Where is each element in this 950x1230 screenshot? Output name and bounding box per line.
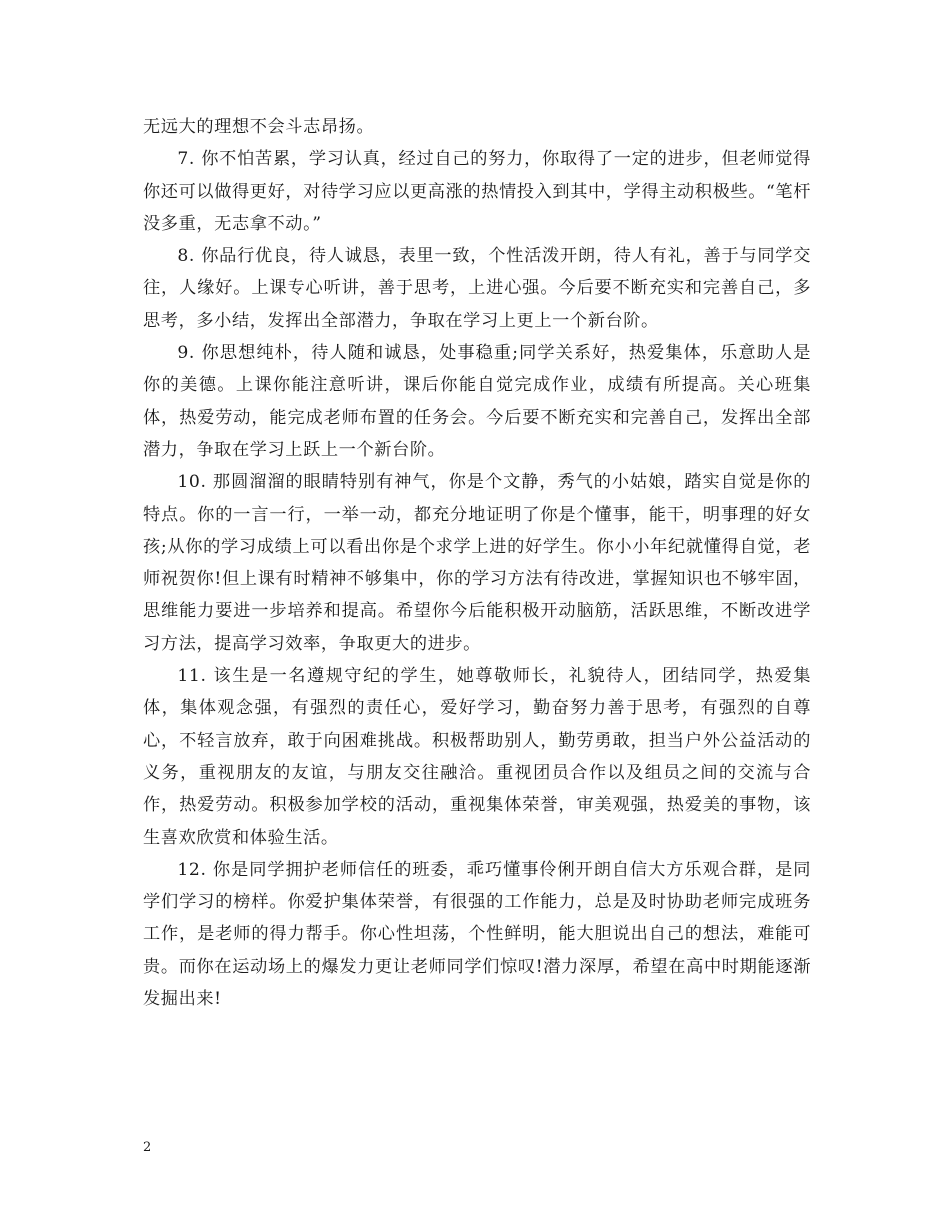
page-number: 2 [143, 1140, 152, 1155]
paragraph-continuation: 无远大的理想不会斗志昂扬。 [143, 117, 375, 137]
paragraph-item-10: 10. 那圆溜溜的眼睛特别有神气，你是个文静，秀气的小姑娘，踏实自觉是你的特点。你的一言一行，一举一动，都充分地证明了你是个懂事，能干，明事理的好女孩;从你的学习成绩上可以看出你是个求学上进的好学生。你小小年纪就懂得自觉，老师祝贺你!但上课有时精神不够集中，你的学习方法有待改进，掌握知识也不够牢固，思维能力要进一步培养和提高。希望你今后能积极开动脑筋，活跃思维，不断改进学习方法，提高学习效率，争取更大的进步。 [143, 472, 811, 654]
page-content [143, 111, 811, 1015]
paragraph-item-12: 12. 你是同学拥护老师信任的班委，乖巧懂事伶俐开朗自信大方乐观合群，是同学们学习的榜样。你爱护集体荣誉，有很强的工作能力，总是及时协助老师完成班务工作，是老师的得力帮手。你心性坦荡，个性鲜明，能大胆说出自己的想法，难能可贵。而你在运动场上的爆发力更让老师同学们惊叹!潜力深厚，希望在高中时期能逐渐发掘出来! [143, 859, 811, 1010]
paragraph-item-9: 9. 你思想纯朴，待人随和诚恳，处事稳重;同学关系好，热爱集体，乐意助人是你的美德。上课你能注意听讲，课后你能自觉完成作业，成绩有所提高。关心班集体，热爱劳动，能完成老师布置的任务会。今后要不断充实和完善自己，发挥出全部潜力，争取在学习上跃上一个新台阶。 [143, 343, 811, 460]
paragraph-item-11: 11. 该生是一名遵规守纪的学生，她尊敬师长，礼貌待人，团结同学，热爱集体，集体观念强，有强烈的责任心，爱好学习，勤奋努力善于思考，有强烈的自尊心，不轻言放弃，敢于向困难挑战。积极帮助别人，勤劳勇敢，担当户外公益活动的义务，重视朋友的友谊，与朋友交往融洽。重视团员合作以及组员之间的交流与合作，热爱劳动。积极参加学校的活动，重视集体荣誉，审美观强，热爱美的事物，该生喜欢欣赏和体验生活。 [143, 666, 811, 848]
paragraph-item-7: 7. 你不怕苦累，学习认真，经过自己的努力，你取得了一定的进步，但老师觉得你还可以做得更好，对待学习应以更高涨的热情投入到其中，学得主动积极些。“笔杆没多重，无志拿不动。” [143, 149, 811, 234]
paragraph-item-8: 8. 你品行优良，待人诚恳，表里一致，个性活泼开朗，待人有礼，善于与同学交往，人缘好。上课专心听讲，善于思考，上进心强。今后要不断充实和完善自己，多思考，多小结，发挥出全部潜力，争取在学习上更上一个新台阶。 [143, 246, 811, 331]
